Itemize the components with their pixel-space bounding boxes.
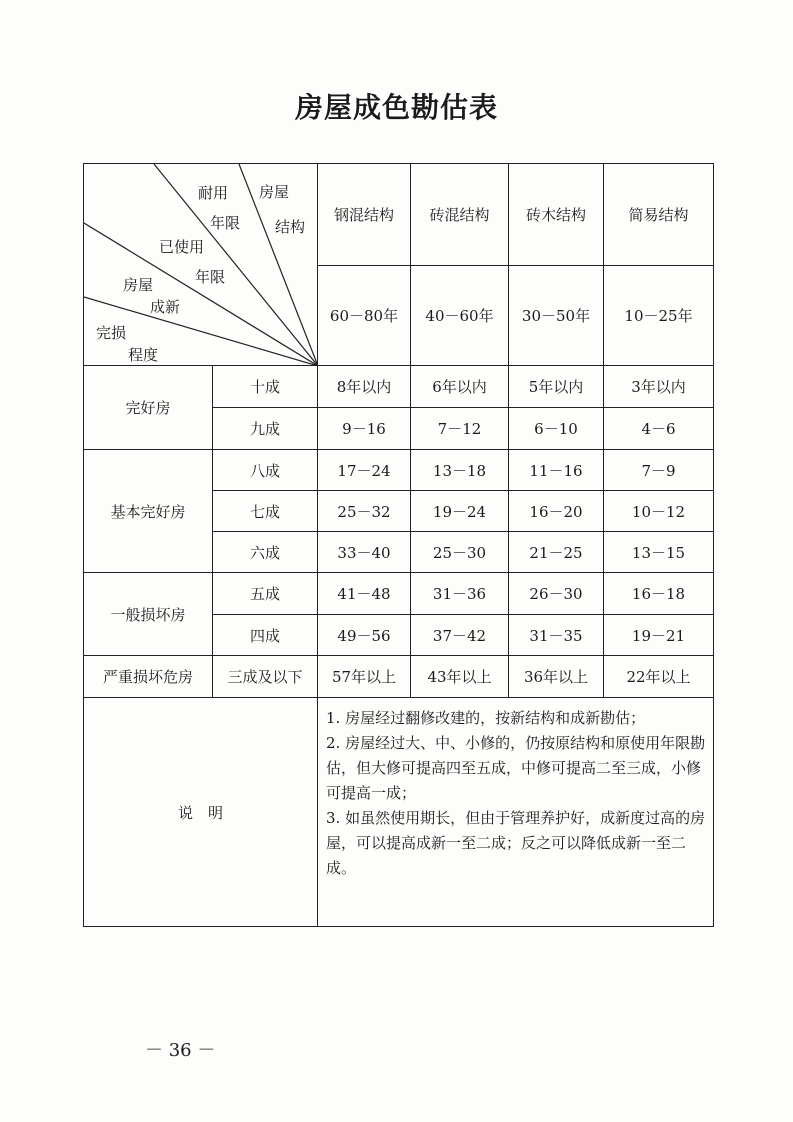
service-life-cell: 10－25年 — [604, 266, 714, 366]
value-cell: 19－24 — [411, 491, 509, 532]
notes-cell — [318, 698, 714, 927]
house-condition-table — [83, 163, 714, 927]
value-cell: 6－10 — [509, 408, 604, 450]
structure-header: 简易结构 — [604, 164, 714, 266]
note-item: 1. 房屋经过翻修改建的，按新结构和成新勘估； — [326, 709, 646, 727]
notes-row — [84, 698, 714, 927]
value-cell: 57年以上 — [318, 656, 411, 698]
value-cell: 9－16 — [318, 408, 411, 450]
value-cell: 25－32 — [318, 491, 411, 532]
service-life-cell: 30－50年 — [509, 266, 604, 366]
table-row — [84, 450, 714, 491]
label-used-years: 已使用 — [159, 238, 205, 256]
note-item: 3. 如虽然使用期长，但由于管理养护好，成新度过高的房屋，可以提高成新一至二成；反之可以降低成新一至二成。 — [326, 809, 706, 877]
value-cell: 31－35 — [509, 615, 604, 656]
grade-cell: 九成 — [213, 408, 318, 450]
value-cell: 33－40 — [318, 532, 411, 573]
value-cell: 6年以内 — [411, 366, 509, 408]
value-cell: 16－20 — [509, 491, 604, 532]
table-row — [84, 573, 714, 615]
grade-cell: 七成 — [213, 491, 318, 532]
category-cell: 严重损坏危房 — [84, 656, 213, 698]
value-cell: 36年以上 — [509, 656, 604, 698]
grade-cell: 三成及以下 — [213, 656, 318, 698]
structure-header: 砖混结构 — [411, 164, 509, 266]
note-item: 2. 房屋经过大、中、小修的，仍按原结构和原使用年限勘估，但大修可提高四至五成，中修可提高二至三成，小修可提高一成； — [326, 734, 706, 802]
grade-cell: 八成 — [213, 450, 318, 491]
value-cell: 31－36 — [411, 573, 509, 615]
label-structure: 房屋 — [259, 183, 290, 201]
label-condition: 程度 — [128, 346, 159, 364]
value-cell: 26－30 — [509, 573, 604, 615]
value-cell: 7－9 — [604, 450, 714, 491]
value-cell: 3年以内 — [604, 366, 714, 408]
grade-cell: 十成 — [213, 366, 318, 408]
page-number: － 36 － — [145, 1040, 216, 1061]
value-cell: 5年以内 — [509, 366, 604, 408]
service-life-cell: 40－60年 — [411, 266, 509, 366]
label-service-life: 耐用 — [198, 184, 229, 202]
value-cell: 41－48 — [318, 573, 411, 615]
grade-cell: 四成 — [213, 615, 318, 656]
value-cell: 11－16 — [509, 450, 604, 491]
grade-cell: 六成 — [213, 532, 318, 573]
value-cell: 22年以上 — [604, 656, 714, 698]
value-cell: 19－21 — [604, 615, 714, 656]
value-cell: 8年以内 — [318, 366, 411, 408]
grade-cell: 五成 — [213, 573, 318, 615]
table-row — [84, 656, 714, 698]
label-used-years: 年限 — [195, 268, 226, 286]
value-cell: 13－15 — [604, 532, 714, 573]
value-cell: 17－24 — [318, 450, 411, 491]
value-cell: 16－18 — [604, 573, 714, 615]
structure-header: 钢混结构 — [318, 164, 411, 266]
category-cell: 基本完好房 — [84, 450, 213, 573]
label-newness: 成新 — [150, 298, 181, 316]
value-cell: 4－6 — [604, 408, 714, 450]
value-cell: 7－12 — [411, 408, 509, 450]
table-row — [84, 366, 714, 408]
diagonal-header-cell — [84, 164, 318, 366]
service-life-cell: 60－80年 — [318, 266, 411, 366]
value-cell: 43年以上 — [411, 656, 509, 698]
label-structure: 结构 — [275, 218, 306, 236]
notes-label: 说 明 — [84, 698, 318, 927]
label-newness: 房屋 — [123, 276, 154, 294]
category-cell: 一般损坏房 — [84, 573, 213, 656]
label-service-life: 年限 — [210, 214, 241, 232]
structure-header: 砖木结构 — [509, 164, 604, 266]
value-cell: 37－42 — [411, 615, 509, 656]
label-condition: 完损 — [96, 324, 127, 342]
value-cell: 10－12 — [604, 491, 714, 532]
value-cell: 21－25 — [509, 532, 604, 573]
value-cell: 49－56 — [318, 615, 411, 656]
value-cell: 13－18 — [411, 450, 509, 491]
value-cell: 25－30 — [411, 532, 509, 573]
page-title: 房屋成色勘估表 — [294, 91, 498, 124]
category-cell: 完好房 — [84, 366, 213, 450]
